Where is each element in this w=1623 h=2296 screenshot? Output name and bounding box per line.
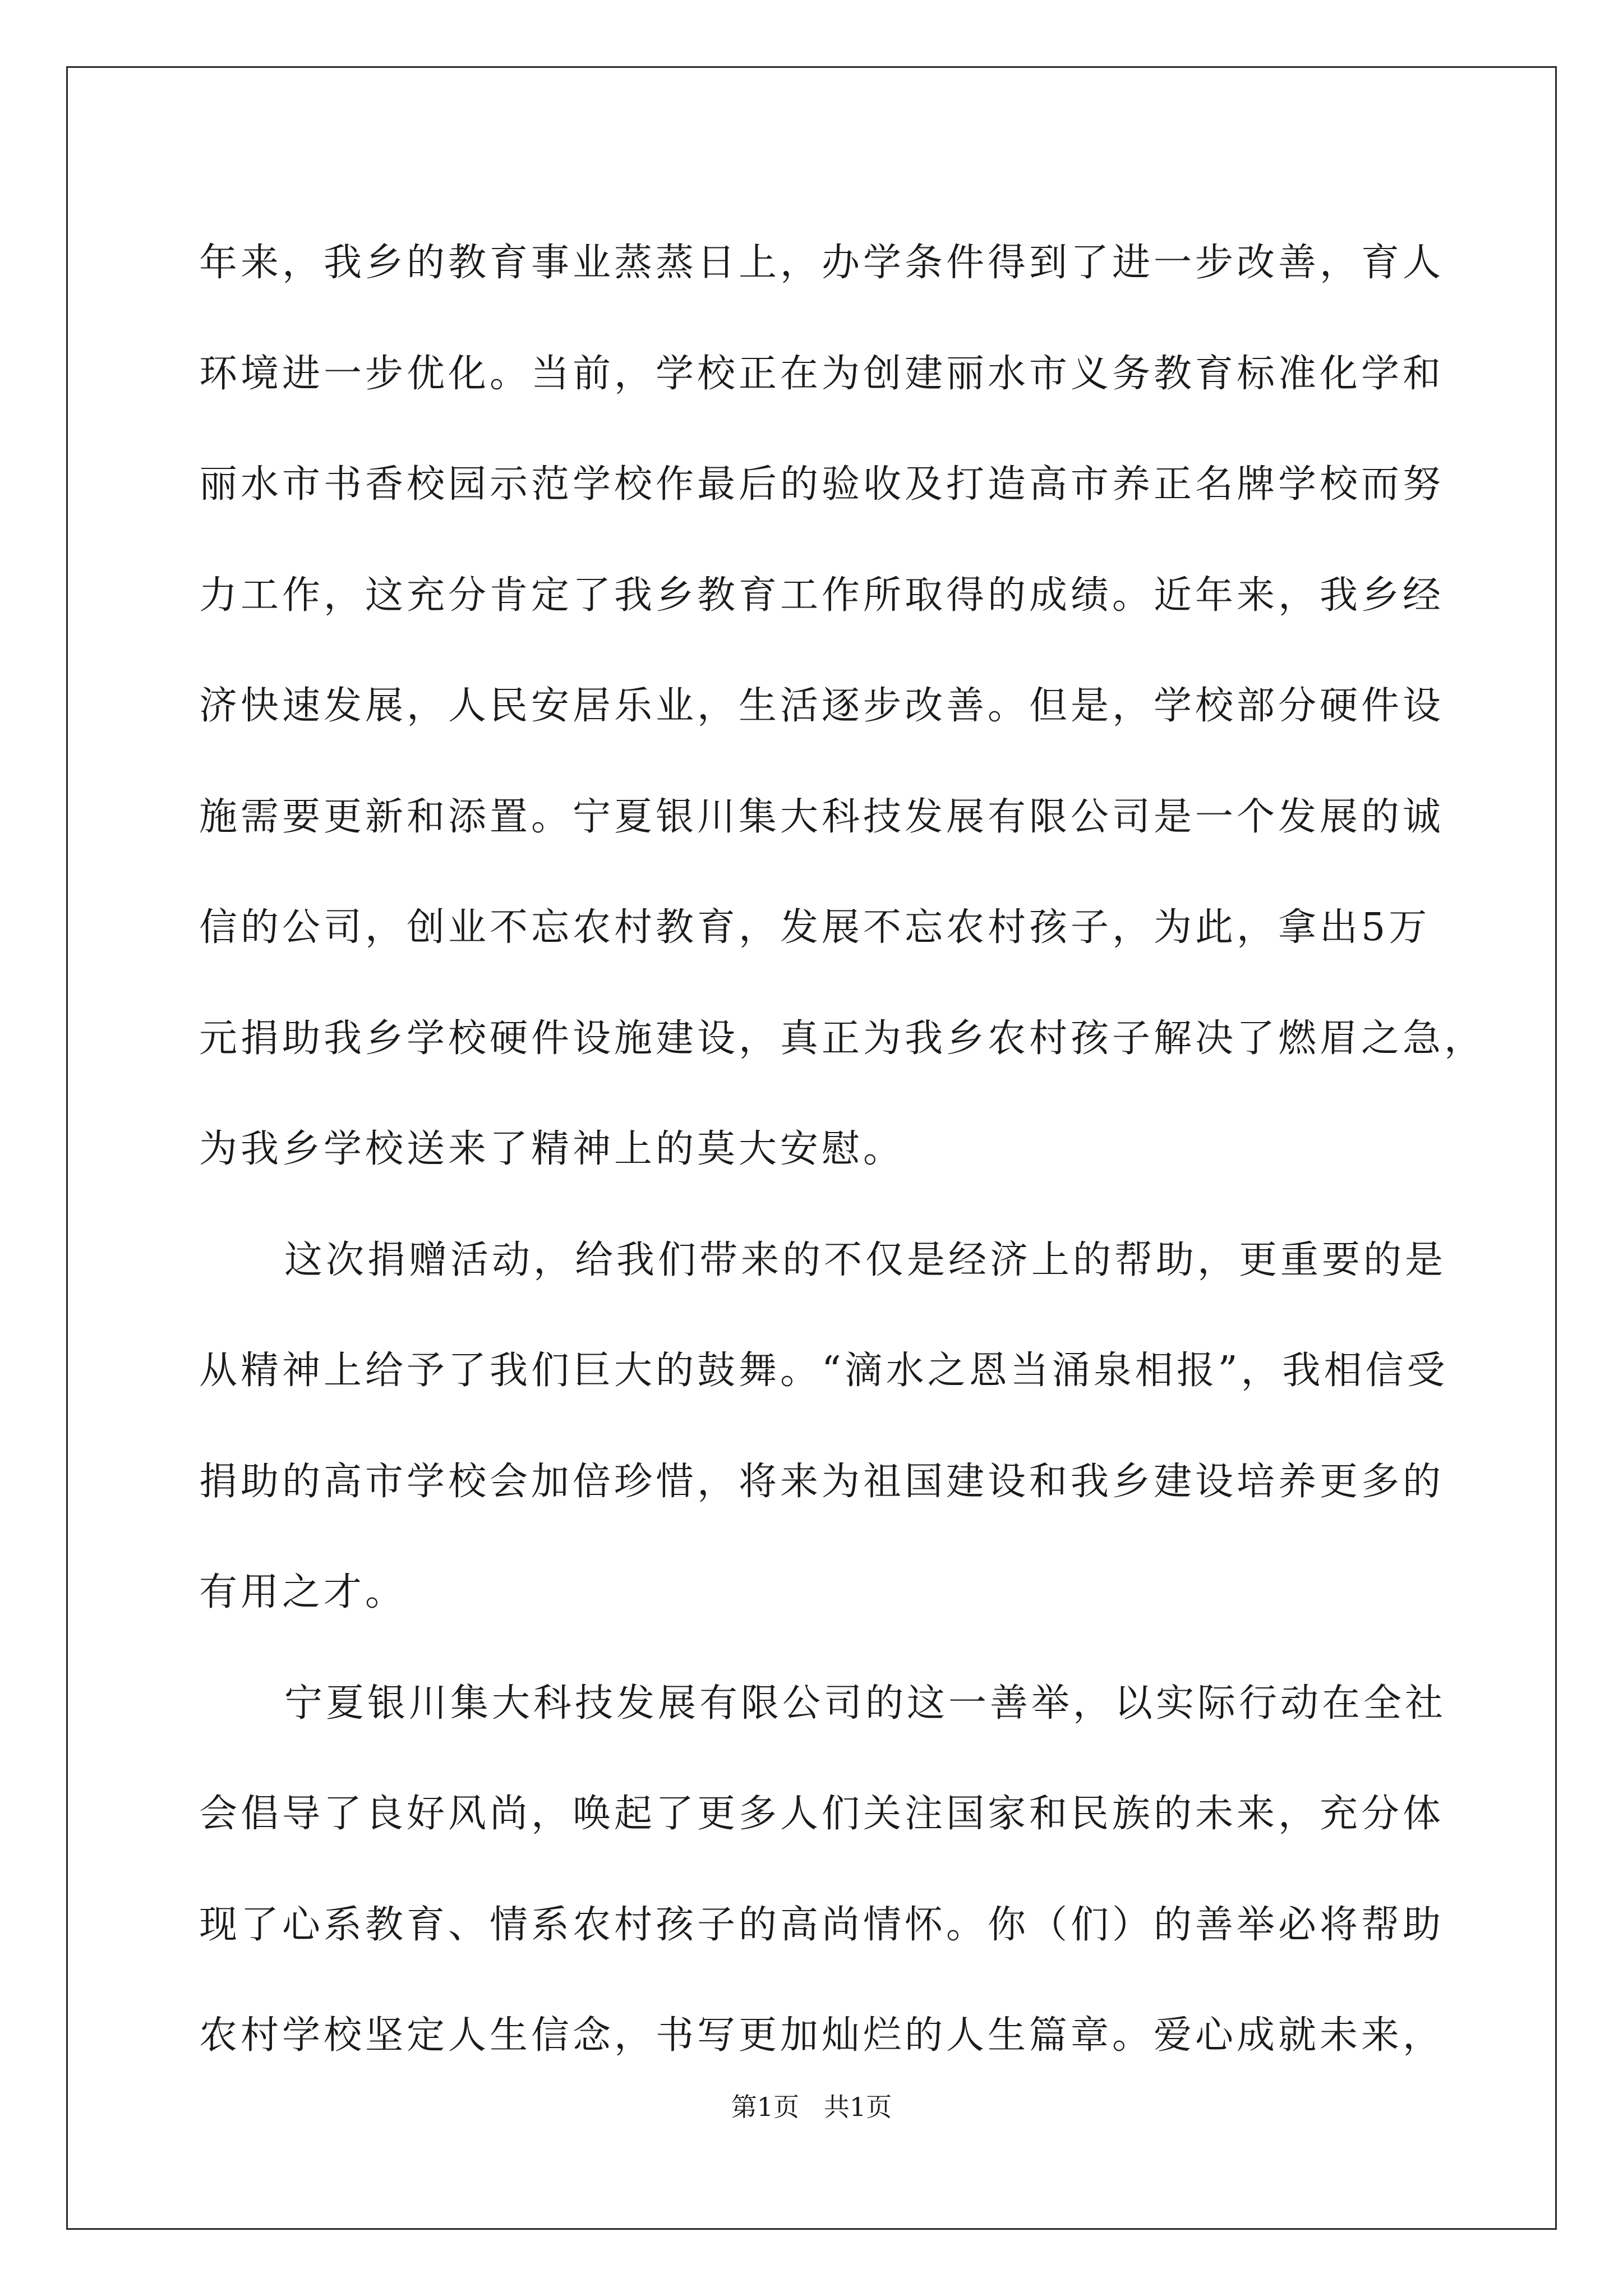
text-line: 从精神上给予了我们巨大的鼓舞。“滴水之恩当涌泉相报”，我相信受: [199, 1349, 1449, 1393]
text-line: 施需要更新和添置。宁夏银川集大科技发展有限公司是一个发展的诚: [199, 794, 1445, 839]
text-line: 现了心系教育、情系农村孩子的高尚情怀。你（们）的善举必将帮助: [199, 1902, 1445, 1947]
text-line: 有用之才。: [199, 1570, 407, 1614]
text-line: 农村学校坚定人生信念，书写更加灿烂的人生篇章。爱心成就未来，: [199, 2013, 1445, 2058]
text-line: 力工作，这充分肯定了我乡教育工作所取得的成绩。近年来，我乡经: [199, 573, 1445, 618]
text-line: 宁夏银川集大科技发展有限公司的这一善举，以实际行动在全社: [284, 1681, 1447, 1726]
text-line: 这次捐赠活动，给我们带来的不仅是经济上的帮助，更重要的是: [284, 1237, 1447, 1282]
text-line: 济快速发展，人民安居乐业，生活逐步改善。但是，学校部分硬件设: [199, 684, 1445, 728]
document-body: [199, 208, 1486, 2091]
text-line: 元捐助我乡学校硬件设施建设，真正为我乡农村孩子解决了燃眉之急，: [199, 1016, 1486, 1061]
text-line: 为我乡学校送来了精神上的莫大安慰。: [199, 1127, 905, 1171]
text-line: 年来，我乡的教育事业蒸蒸日上，办学条件得到了进一步改善，育人: [199, 241, 1445, 285]
page-footer: 第1页 共1页: [731, 2092, 892, 2122]
text-line: 会倡导了良好风尚，唤起了更多人们关注国家和民族的未来，充分体: [199, 1792, 1445, 1836]
text-line: 丽水市书香校园示范学校作最后的验收及打造高市养正名牌学校而努: [199, 462, 1445, 507]
text-line: 信的公司，创业不忘农村教育，发展不忘农村孩子，为此，拿出5万: [199, 905, 1431, 950]
text-line: 捐助的高市学校会加倍珍惜，将来为祖国建设和我乡建设培养更多的: [199, 1459, 1445, 1504]
text-line: 环境进一步优化。当前，学校正在为创建丽水市义务教育标准化学和: [199, 351, 1445, 396]
